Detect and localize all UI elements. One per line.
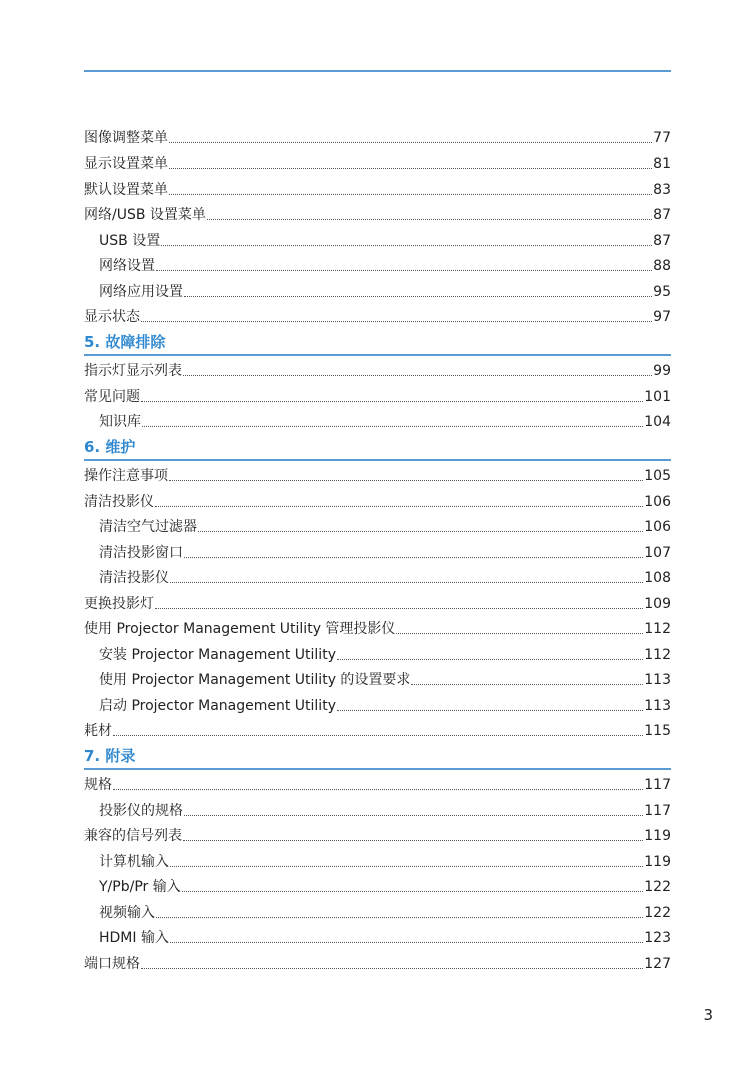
toc-entry-title: 启动 Projector Management Utility [99,698,336,714]
toc-entry[interactable] [84,774,671,794]
toc-entry-title: 安装 Projector Management Utility [99,647,336,663]
toc-entry-page: 77 [653,130,671,146]
toc-entry-page: 106 [644,519,671,535]
toc-entry-page: 115 [644,723,671,739]
toc-entry-title: Y/Pb/Pr 输入 [99,879,181,895]
toc-subentry[interactable] [99,644,671,664]
toc-entry-title: 常见问题 [84,389,140,405]
toc-entry-title: 兼容的信号列表 [84,828,182,844]
toc-entry-page: 112 [644,647,671,663]
toc-subentry[interactable] [99,695,671,715]
toc-entry-title: 更换投影灯 [84,596,154,612]
toc-entry-page: 127 [644,956,671,972]
toc-entry-title: 网络应用设置 [99,284,183,300]
toc-entry-page: 113 [644,698,671,714]
page-number: 3 [703,1006,713,1024]
toc-entry-title: 网络设置 [99,258,155,274]
toc-subentry[interactable] [99,255,671,275]
toc-entry[interactable] [84,720,671,740]
toc-subentry[interactable] [99,927,671,947]
toc-entry[interactable] [84,179,671,199]
dot-leader [141,968,643,969]
dot-leader [198,531,643,532]
dot-leader [170,942,643,943]
dot-leader [169,142,652,143]
toc-entry[interactable] [84,491,671,511]
dot-leader [156,270,652,271]
toc-entry-page: 113 [644,672,671,688]
toc-entry[interactable] [84,618,671,638]
toc-entry-page: 107 [644,545,671,561]
toc-entry-page: 123 [644,930,671,946]
toc-entry-title: 使用 Projector Management Utility 管理投影仪 [84,621,396,637]
toc-entry[interactable] [84,306,671,326]
toc-entry-page: 95 [653,284,671,300]
dot-leader [156,917,643,918]
toc-entry-title: 显示状态 [84,309,140,325]
chapter-heading[interactable]: 6. 维护 [84,437,671,461]
toc-entry-page: 88 [653,258,671,274]
toc-entry[interactable] [84,386,671,406]
dot-leader [142,426,643,427]
toc-entry-title: 视频输入 [99,905,155,921]
toc-entry-title: 图像调整菜单 [84,130,168,146]
toc-entry-page: 87 [653,233,671,249]
toc-entry[interactable] [84,127,671,147]
dot-leader [169,194,652,195]
toc-entry-title: 使用 Projector Management Utility 的设置要求 [99,672,411,688]
toc-entry-page: 108 [644,570,671,586]
toc-entry-title: 规格 [84,777,112,793]
dot-leader [411,684,643,685]
toc-entry[interactable] [84,360,671,380]
toc-entry-page: 112 [644,621,671,637]
dot-leader [184,557,643,558]
dot-leader [207,219,652,220]
toc-entry-title: 网络/USB 设置菜单 [84,207,206,223]
header-rule [84,70,671,72]
dot-leader [141,321,652,322]
toc-subentry[interactable] [99,411,671,431]
toc-entry-title: 清洁投影仪 [84,494,154,510]
dot-leader [161,245,652,246]
dot-leader [184,815,643,816]
toc-entry-title: 操作注意事项 [84,468,168,484]
toc-entry-title: HDMI 输入 [99,930,169,946]
dot-leader [141,401,643,402]
dot-leader [183,375,652,376]
toc-entry-title: 清洁空气过滤器 [99,519,197,535]
toc-entry-page: 109 [644,596,671,612]
toc-entry[interactable] [84,153,671,173]
toc-entry-title: USB 设置 [99,233,161,249]
toc-entry-title: 显示设置菜单 [84,156,168,172]
toc-entry-title: 端口规格 [84,956,140,972]
toc-entry-page: 104 [644,414,671,430]
toc-entry-title: 清洁投影仪 [99,570,169,586]
dot-leader [155,506,643,507]
dot-leader [113,735,643,736]
toc-entry-title: 清洁投影窗口 [99,545,183,561]
toc-entry-title: 默认设置菜单 [84,182,168,198]
toc-entry[interactable] [84,953,671,973]
toc-entry-page: 106 [644,494,671,510]
dot-leader [183,840,643,841]
dot-leader [396,633,643,634]
toc-subentry[interactable] [99,281,671,301]
dot-leader [337,710,643,711]
chapter-heading[interactable]: 5. 故障排除 [84,332,671,356]
dot-leader [169,168,652,169]
toc-entry-title: 计算机输入 [99,854,169,870]
toc-entry-page: 97 [653,309,671,325]
toc-entry[interactable] [84,825,671,845]
chapter-heading[interactable]: 7. 附录 [84,746,671,770]
toc-entry-page: 119 [644,828,671,844]
toc-entry-page: 105 [644,468,671,484]
toc-entry-title: 知识库 [99,414,141,430]
dot-leader [169,480,643,481]
toc-subentry[interactable] [99,542,671,562]
toc-entry[interactable] [84,593,671,613]
toc-subentry[interactable] [99,230,671,250]
toc-entry-page: 83 [653,182,671,198]
toc-entry-page: 81 [653,156,671,172]
toc-entry-page: 117 [644,803,671,819]
toc-subentry[interactable] [99,800,671,820]
dot-leader [337,659,643,660]
toc-entry-title: 耗材 [84,723,112,739]
toc-entry-page: 87 [653,207,671,223]
dot-leader [155,608,643,609]
toc-entry-page: 117 [644,777,671,793]
dot-leader [170,866,643,867]
toc-entry[interactable] [84,465,671,485]
toc-entry-title: 指示灯显示列表 [84,363,182,379]
toc-entry-page: 99 [653,363,671,379]
toc-subentry[interactable] [99,876,671,896]
toc-subentry[interactable] [99,516,671,536]
toc-entry[interactable] [84,204,671,224]
dot-leader [170,582,643,583]
dot-leader [184,296,652,297]
toc-subentry[interactable] [99,567,671,587]
toc-entry-page: 122 [644,905,671,921]
toc-subentry[interactable] [99,902,671,922]
toc-entry-page: 119 [644,854,671,870]
toc-entry-page: 122 [644,879,671,895]
toc-entry-page: 101 [644,389,671,405]
toc-subentry[interactable] [99,851,671,871]
dot-leader [182,891,644,892]
dot-leader [113,789,643,790]
toc-subentry[interactable] [99,669,671,689]
toc-entry-title: 投影仪的规格 [99,803,183,819]
